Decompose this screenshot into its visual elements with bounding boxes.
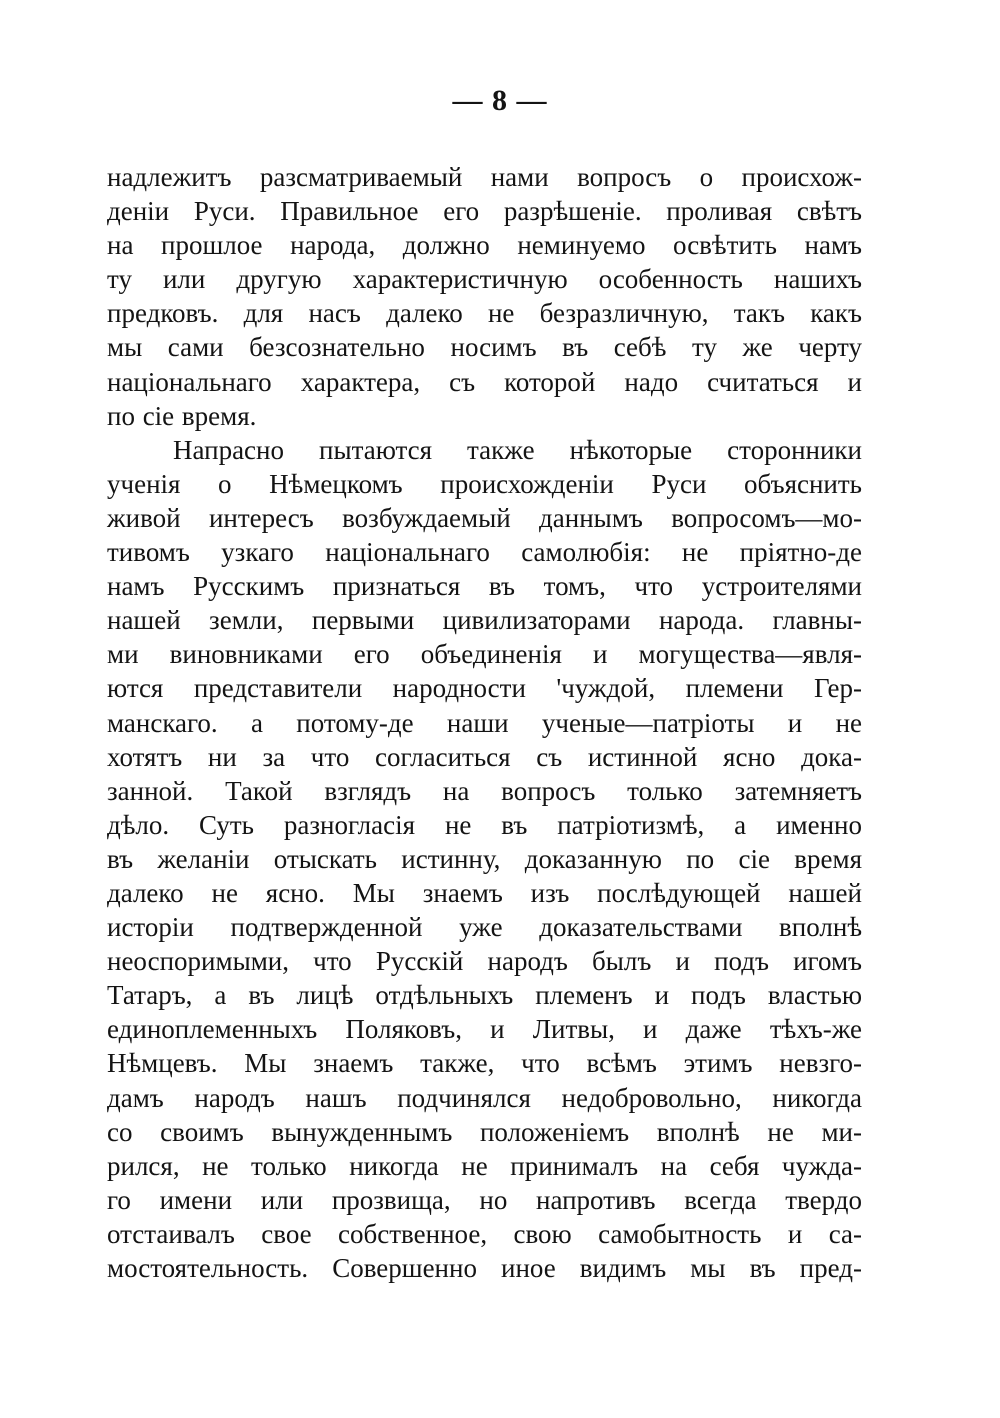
text-line: предковъ. для насъ далеко не безразличную, такъ какъ xyxy=(107,298,862,329)
text-line: исторіи подтвержденной уже доказательствами вполнѣ xyxy=(107,912,862,943)
text-line: единоплеменныхъ Поляковъ, и Литвы, и даже тѣхъ-же xyxy=(107,1014,862,1045)
text-line: ются представители народности 'чуждой, племени Гер- xyxy=(107,673,862,704)
text-line: неоспоримыми, что Русскій народъ былъ и подъ игомъ xyxy=(107,946,862,977)
text-line: тивомъ узкаго національнаго самолюбія: не пріятно-де xyxy=(107,537,862,568)
text-line: надлежитъ разсматриваемый нами вопросъ о происхож- xyxy=(107,162,862,192)
text-line: дамъ народъ нашъ подчинялся недобровольно, никогда xyxy=(107,1082,862,1113)
text-line: живой интересъ возбуждаемый даннымъ вопросомъ—мо- xyxy=(107,502,862,533)
text-line: го имени или прозвища, но напротивъ всегда твердо xyxy=(107,1184,862,1215)
text-line: далеко не ясно. Мы знаемъ изъ послѣдующей нашей xyxy=(107,877,862,908)
text-line: ученія о Нѣмецкомъ происхожденіи Руси объяснить xyxy=(107,468,862,499)
text-line: нашей земли, первыми цивилизаторами народа. главны- xyxy=(107,605,862,636)
body-text xyxy=(107,160,862,1285)
text-line: рился, не только никогда не принималъ на себя чужда- xyxy=(107,1150,862,1181)
text-line: намъ Русскимъ признаться въ томъ, что устроителями xyxy=(107,571,862,602)
page-number: — 8 — xyxy=(452,84,548,117)
text-line: хотятъ ни за что согласиться съ истинной ясно дока- xyxy=(107,741,862,772)
text-line: дѣло. Суть разногласія не въ патріотизмѣ, а именно xyxy=(107,809,862,840)
text-line: Нѣмцевъ. Мы знаемъ также, что всѣмъ этимъ невзго- xyxy=(107,1048,862,1079)
text-line: манскаго. а потому-де наши ученые—патріоты и не xyxy=(107,707,862,738)
text-line: въ желаніи отыскать истинну, доказанную по сіе время xyxy=(107,843,862,874)
text-line: занной. Такой взглядъ на вопросъ только затемняетъ xyxy=(107,775,862,806)
text-line: по сіе время. xyxy=(107,400,257,431)
text-line: ми виновниками его объединенія и могущества—явля- xyxy=(107,639,862,670)
text-line: со своимъ вынужденнымъ положеніемъ вполнѣ не ми- xyxy=(107,1116,862,1147)
text-line: деніи Руси. Правильное его разрѣшеніе. проливая свѣтъ xyxy=(107,196,862,227)
text-line: отстаивалъ свое собственное, свою самобытность и са- xyxy=(107,1218,862,1249)
text-line: мостоятельность. Совершенно иное видимъ мы въ пред- xyxy=(107,1253,862,1283)
text-line: національнаго характера, съ которой надо считаться и xyxy=(107,366,862,397)
text-line: Напрасно пытаются также нѣкоторые сторонники xyxy=(173,434,862,465)
text-line: Татаръ, а въ лицѣ отдѣльныхъ племенъ и подъ властью xyxy=(107,980,862,1011)
text-line: ту или другую характеристичную особенность нашихъ xyxy=(107,264,862,295)
text-line: на прошлое народа, должно неминуемо освѣтить намъ xyxy=(107,230,862,261)
text-line: мы сами безсознательно носимъ въ себѣ ту же черту xyxy=(107,332,862,363)
